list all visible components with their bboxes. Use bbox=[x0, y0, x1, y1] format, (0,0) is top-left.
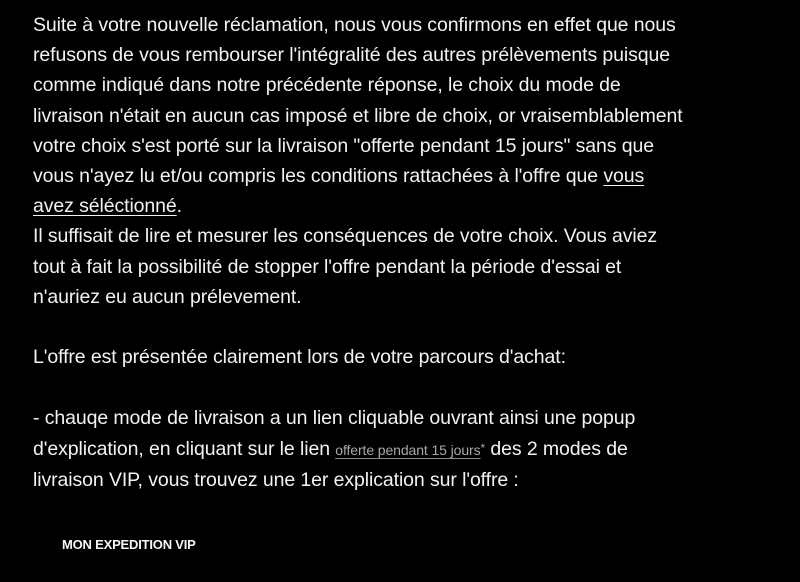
paragraph-spacer bbox=[33, 312, 793, 342]
text-fragment: . bbox=[176, 195, 182, 218]
text-line: n'auriez eu aucun prélevement. bbox=[33, 285, 302, 308]
text-line: livraison n'était en aucun cas imposé et libre de choix, or vraisemblablement bbox=[33, 104, 683, 127]
text-line: L'offre est présentée clairement lors de votre parcours d'achat: bbox=[33, 346, 566, 369]
text-line: Suite à votre nouvelle réclamation, nous vous confirmons en effet que nous bbox=[33, 14, 676, 36]
text-line: - chauqe mode de livraison a un lien cliquable ouvrant ainsi une popup bbox=[33, 406, 636, 429]
text-line: livraison VIP, vous trouvez une 1er explication sur l'offre : bbox=[33, 469, 519, 492]
text-fragment: vous n'ayez lu et/ou compris les conditions rattachées à l'offre que bbox=[33, 165, 604, 188]
text-line: Il suffisait de lire et mesurer les conséquences de votre choix. Vous aviez bbox=[33, 225, 658, 248]
text-line: refusons de vous rembourser l'intégralité des autres prélèvements puisque bbox=[33, 44, 671, 67]
text-fragment: des 2 modes de bbox=[485, 437, 628, 460]
paragraph-consequences bbox=[33, 221, 793, 312]
text-fragment: d'explication, en cliquant sur le lien bbox=[33, 437, 336, 460]
paragraph-shipping-explanation bbox=[33, 403, 793, 496]
asterisk-mark: * bbox=[480, 440, 486, 455]
text-line: comme indiqué dans notre précédente réponse, le choix du mode de bbox=[33, 74, 621, 97]
message-body bbox=[33, 10, 793, 495]
vip-shipping-option-label[interactable]: MON EXPEDITION VIP bbox=[62, 537, 196, 552]
selected-offer-link-continued[interactable]: avez séléctionné bbox=[33, 195, 177, 218]
text-line: votre choix s'est porté sur la livraison "offerte pendant 15 jours" sans que bbox=[33, 134, 654, 157]
paragraph-spacer bbox=[33, 372, 793, 402]
paragraph-refusal bbox=[33, 10, 793, 221]
text-line bbox=[33, 161, 793, 191]
text-line bbox=[33, 191, 793, 221]
free-15-days-offer-link[interactable]: offerte pendant 15 jours bbox=[335, 441, 481, 458]
selected-offer-link[interactable]: vous bbox=[603, 165, 645, 188]
text-line bbox=[33, 433, 793, 465]
text-line: tout à fait la possibilité de stopper l'offre pendant la période d'essai et bbox=[33, 255, 622, 278]
paragraph-offer-presented bbox=[33, 342, 793, 372]
